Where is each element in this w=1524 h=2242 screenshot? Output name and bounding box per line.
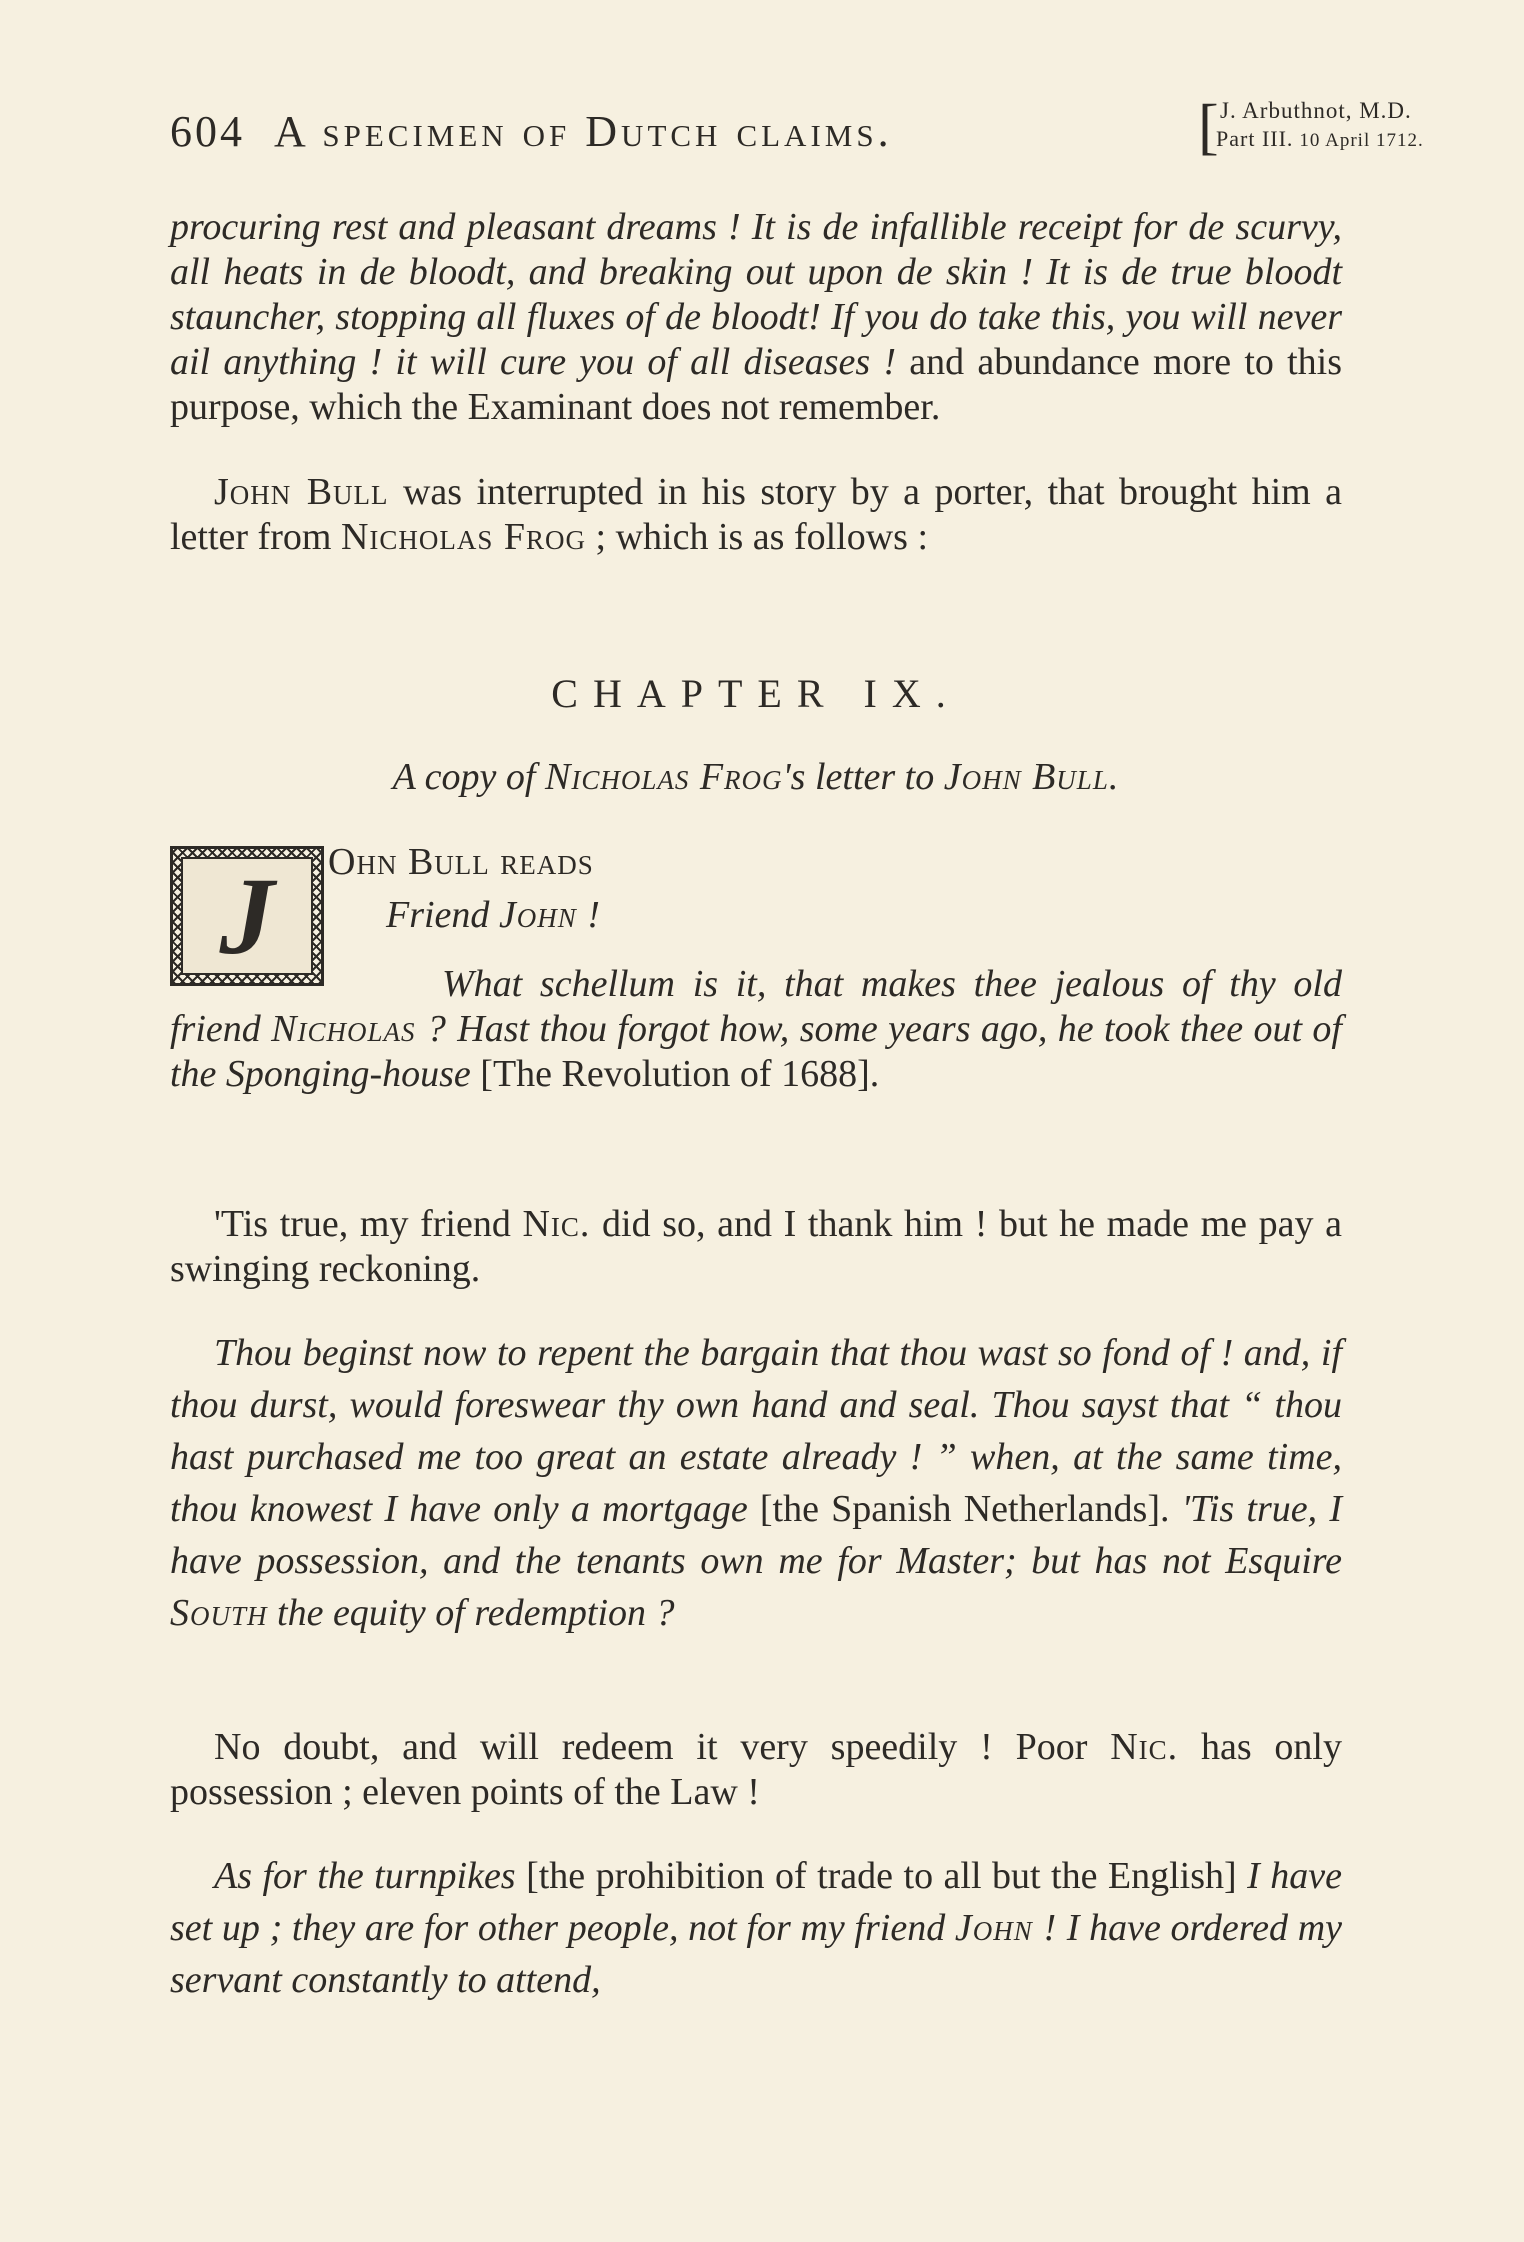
letter3-annotation: [the prohibition of trade to all but the English] [515,1855,1248,1897]
paragraph-continuation-text: and abundance more to this purpose, which the Examinant does not remember. [170,341,1342,428]
page-number: 604 [170,107,245,156]
reply1-text-b: did so, and I thank him ! but he made me pay a swinging reckoning. [170,1203,1342,1290]
letter-name-nicholas: Nicholas ? [271,1008,447,1050]
letter2-name-south: South [170,1592,268,1634]
reply2-text-b: has only possession ; eleven points of the Law ! [170,1726,1342,1813]
letter-annotation-revolution: [The Revolution of 1688]. [470,1053,880,1095]
letter3-name-john: John ! [954,1907,1058,1949]
subtitle-name-2: John Bull. [943,756,1120,798]
header-bracket: [ [1198,93,1222,161]
reply2-text-a: No doubt, and will redeem it very speedily ! Poor [214,1726,1111,1768]
running-header [170,92,1424,172]
salutation-name: John ! [498,894,601,936]
editor-note: J. Arbuthnot, M.D. [1220,98,1412,123]
letter-text-a: What schellum is it, that makes thee jealous of thy old friend [170,963,1342,1050]
reply2-name: Nic. [1110,1726,1179,1768]
quoted-advertisement: procuring rest and pleasant dreams ! It is de infallible receipt for de scurvy, all heats in de bloodt, and breaking out upon de skin ! It is de true bloodt stauncher, stopping all fluxes of de bloodt! If you do take this, you will never ail anything ! it will cure you of all diseases ! [170,206,1342,383]
paragraph-continuation [170,205,1342,430]
letter3-text-b: I have set up ; they are for other people, not for my friend [170,1855,1342,1949]
letter3-text-a: As for the turnpikes [214,1855,516,1897]
paragraph-interrupted [170,470,1342,560]
part-date-note [1216,126,1424,152]
name-john-bull: John Bull [214,471,389,513]
part-label: Part III. [1216,126,1294,151]
para-text-1: was interrupted in his story by a porter, that brought him a letter from [170,471,1342,558]
letter2-text-c: the equity of redemption ? [267,1592,675,1634]
letter-paragraph-3 [170,1850,1342,2006]
john-bull-reads: Ohn Bull reads [328,841,594,883]
initial-letter: J [219,855,275,977]
letter2-text-b: 'Tis true, I have possession, and the tenants own me for Master; but has not Esquire [170,1488,1342,1582]
letter-text-b: Hast thou forgot how, some years ago, he took thee out of the Sponging-house [170,1008,1342,1095]
date-label: 10 April 1712. [1299,130,1424,151]
running-title: A specimen of Dutch claims. [274,107,893,156]
letter-opening-line [328,840,1342,938]
letter3-text-c: I have ordered my servant constantly to attend, [170,1907,1343,2001]
reply1-name: Nic. [522,1203,591,1245]
reply-paragraph-2 [170,1725,1342,1815]
letter2-text-a: Thou beginst now to repent the bargain that thou wast so fond of ! and, if thou durst, would foreswear thy own hand and seal. Thou sayst that “ thou hast purchased me too great an estate already ! ” when, at the same time, thou knowest I have only a mortgage [170,1332,1342,1530]
chapter-subtitle [170,755,1342,799]
subtitle-part-1: A copy of [392,756,545,798]
reply1-text-a: 'Tis true, my friend [214,1203,523,1245]
letter2-annotation: [the Spanish Netherlands]. [747,1488,1182,1530]
letter-paragraph-2 [170,1327,1342,1639]
chapter-heading: CHAPTER IX. [551,671,961,716]
reply-paragraph-1 [170,1202,1342,1292]
salutation [328,893,1342,938]
subtitle-name-1: Nicholas Frog [544,756,783,798]
salutation-text: Friend [386,894,499,936]
subtitle-part-2: 's letter to [782,756,944,798]
letter-paragraph-1 [170,962,1342,1097]
para-text-2: ; which is as follows : [586,516,929,558]
ornamental-initial-panel [181,857,313,975]
name-nicholas-frog: Nicholas Frog [340,516,587,558]
